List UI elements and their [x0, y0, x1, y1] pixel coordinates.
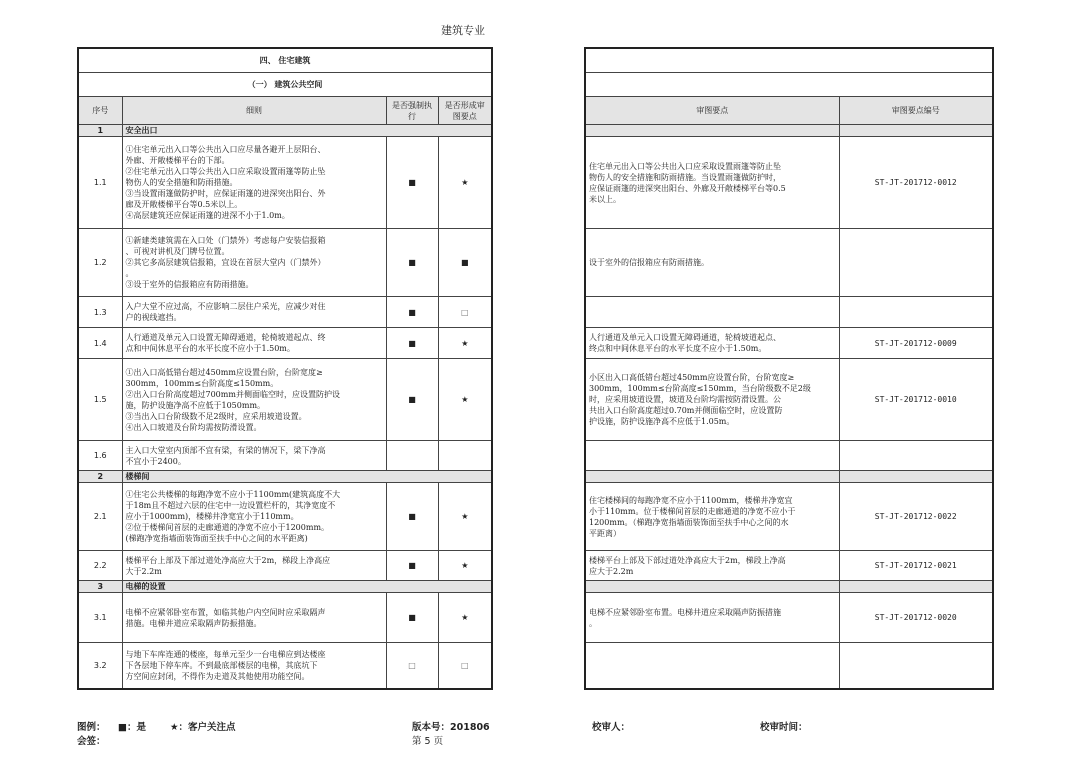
- blank-subtitle-row: [585, 73, 993, 97]
- section-row: [78, 471, 492, 483]
- page-number: 第 5 页: [412, 736, 444, 747]
- rule-text: ①住宅单元出入口等公共出入口应尽量各避开上层阳台、 外廊、开敞楼梯平台的下部。 ②住宅单元出入口等公共出入口应采取设置雨篷等防止坠 物伤人的安全措施和防雨措施。 ③当设置雨篷做防护时，应保证雨篷的进深突出阳台、外 廊及开敞楼梯平台等0.5米以上。 ④高层建筑还应保证雨篷的进深不小于1.0m。: [122, 137, 386, 229]
- review-point-text: 人行通道及单元入口设置无障碍通道，轮椅坡道起点、 终点和中间休息平台的水平长度不应小于1.50m。: [585, 328, 839, 359]
- review-point-code: ST-JT-201712-0021: [839, 551, 993, 581]
- table-row: [78, 441, 492, 471]
- row-no: 3.2: [78, 643, 122, 689]
- rule-text: 楼梯平台上部及下部过道处净高应大于2m，梯段上净高应 大于2.2m: [122, 551, 386, 581]
- blank-title-row: [585, 48, 993, 73]
- review-point-code: ST-JT-201712-0012: [839, 137, 993, 229]
- mandatory-mark: [386, 441, 438, 471]
- column-header-row: [78, 97, 492, 125]
- subsection-title: （一） 建筑公共空间: [78, 73, 492, 97]
- table-row: [585, 483, 993, 551]
- key-point-mark: ★: [438, 137, 492, 229]
- table-row: [585, 551, 993, 581]
- mandatory-mark: ■: [386, 483, 438, 551]
- row-no: 1.3: [78, 297, 122, 328]
- row-no: 1.2: [78, 229, 122, 297]
- mandatory-mark: ■: [386, 137, 438, 229]
- row-no: 1.5: [78, 359, 122, 441]
- section-no: 3: [78, 581, 122, 593]
- mandatory-mark: ■: [386, 593, 438, 643]
- column-header-point: 审图要点: [585, 97, 839, 125]
- review-point-code: [839, 229, 993, 297]
- countersign-label: 会签：: [77, 736, 106, 747]
- rule-text: 主入口大堂室内顶部不宜有梁，有梁的情况下，梁下净高 不宜小于2400。: [122, 441, 386, 471]
- row-no: 1.4: [78, 328, 122, 359]
- section-row: [585, 125, 993, 137]
- rule-text: ①出入口高低错台超过450mm应设置台阶，台阶宽度≥ 300mm，100mm≤台阶高度≤150mm。 ②出入口台阶高度超过700mm并侧面临空时，应设置防护设 施，防护设施净高不应低于1050mm。 ③当出入口台阶级数不足2级时，应采用坡道设置。 ④出入口坡道及台阶均需按防滑设置。: [122, 359, 386, 441]
- review-point-text: 小区出入口高低错台超过450mm应设置台阶，台阶宽度≥ 300mm，100mm≤台阶高度≤150mm，当台阶级数不足2级 时，应采用坡道设置，坡道及台阶均需按防滑设置。公 共出入口台阶高度超过0.70m并侧面临空时，应设置防 护设施，防护设施净高不应低于1.05m。: [585, 359, 839, 441]
- row-no: 3.1: [78, 593, 122, 643]
- rule-text: ①住宅公共楼梯的每跑净宽不应小于1100mm(建筑高度不大 于18m且不超过六层的住宅中一边设置栏杆的，其净宽度不 应小于1000mm)，楼梯井净宽宜小于110mm。 ②位于楼梯间首层的走廊通道的净宽不应小于1200mm。 (梯跑净宽指墙面装饰面至扶手中心之间的水平距离): [122, 483, 386, 551]
- mandatory-mark: ■: [386, 297, 438, 328]
- mandatory-mark: □: [386, 643, 438, 689]
- key-point-mark: ■: [438, 229, 492, 297]
- section-name: 楼梯间: [122, 471, 492, 483]
- key-point-mark: [438, 441, 492, 471]
- review-points-table: [584, 47, 994, 690]
- table-row: [78, 137, 492, 229]
- table-row: [585, 297, 993, 328]
- section-row: [585, 581, 993, 593]
- version-number: 版本号：201806: [412, 722, 490, 733]
- table-row: [585, 441, 993, 471]
- rule-text: 与地下车库连通的楼座，每单元至少一台电梯应到达楼座 下各层地下停车库。不到最底部楼层的电梯，其底坑下 方空间应封闭，不得作为走道及其他使用功能空间。: [122, 643, 386, 689]
- section-row: [585, 471, 993, 483]
- table-row: [78, 229, 492, 297]
- column-header-key-point: 是否形成审图要点: [438, 97, 492, 125]
- key-point-mark: ★: [438, 359, 492, 441]
- review-point-code: ST-JT-201712-0022: [839, 483, 993, 551]
- review-point-code: ST-JT-201712-0020: [839, 593, 993, 643]
- column-header-no: 序号: [78, 97, 122, 125]
- table-row: [78, 328, 492, 359]
- key-point-mark: ★: [438, 328, 492, 359]
- mandatory-mark: ■: [386, 229, 438, 297]
- mandatory-mark: ■: [386, 328, 438, 359]
- review-point-text: 住宅楼梯间的每跑净宽不应小于1100mm，楼梯井净宽宜 小于110mm。位于楼梯间首层的走廊通道的净宽不应小于 1200mm。（梯跑净宽指墙面装饰面至扶手中心之间的水 平距离）: [585, 483, 839, 551]
- section-name: 电梯的设置: [122, 581, 492, 593]
- rules-table: [77, 47, 493, 690]
- section-row: [78, 581, 492, 593]
- table-row: [585, 328, 993, 359]
- column-header-row: [585, 97, 993, 125]
- rule-text: 电梯不应紧邻卧室布置，如临其他户内空间时应采取隔声 措施。电梯井道应采取隔声防振措施。: [122, 593, 386, 643]
- review-point-code: ST-JT-201712-0009: [839, 328, 993, 359]
- table-row: [78, 593, 492, 643]
- review-point-text: 电梯不应紧邻卧室布置。电梯井道应采取隔声防振措施 。: [585, 593, 839, 643]
- table-row: [585, 643, 993, 689]
- table-row: [585, 359, 993, 441]
- row-no: 2.2: [78, 551, 122, 581]
- legend-label: 图例：: [77, 722, 106, 733]
- key-point-mark: □: [438, 297, 492, 328]
- key-point-mark: ★: [438, 593, 492, 643]
- table-row: [78, 359, 492, 441]
- column-header-code: 审图要点编号: [839, 97, 993, 125]
- mandatory-mark: ■: [386, 551, 438, 581]
- section-name: 安全出口: [122, 125, 492, 137]
- discipline-label: 建筑专业: [441, 24, 485, 37]
- row-no: 2.1: [78, 483, 122, 551]
- row-no: 1.6: [78, 441, 122, 471]
- table-row: [78, 297, 492, 328]
- rule-text: 入户大堂不应过高，不应影响二层住户采光，应减少对住 户的视线遮挡。: [122, 297, 386, 328]
- rule-text: ①新建类建筑需在入口处（门禁外）考虑每户安装信报箱 、可视对讲机及门牌号位置。 ②其它多高层建筑信报箱，宜设在首层大堂内（门禁外） 。 ③设于室外的信报箱应有防雨措施。: [122, 229, 386, 297]
- table-row: [585, 137, 993, 229]
- legend-key-point: ★：客户关注点: [170, 722, 236, 733]
- section-no: 2: [78, 471, 122, 483]
- rule-text: 人行通道及单元入口设置无障碍通道，轮椅坡道起点、终 点和中间休息平台的水平长度不应小于1.50m。: [122, 328, 386, 359]
- review-point-text: 住宅单元出入口等公共出入口应采取设置雨篷等防止坠 物伤人的安全措施和防雨措施。当设置雨篷做防护时， 应保证雨篷的进深突出阳台、外廊及开敞楼梯平台等0.5 米以上。: [585, 137, 839, 229]
- key-point-mark: ★: [438, 551, 492, 581]
- table-row: [78, 643, 492, 689]
- section-no: 1: [78, 125, 122, 137]
- row-no: 1.1: [78, 137, 122, 229]
- column-header-rule: 细则: [122, 97, 386, 125]
- reviewer-label: 校审人：: [592, 722, 631, 733]
- legend-mandatory: ■：是: [118, 722, 146, 733]
- table-row: [78, 551, 492, 581]
- key-point-mark: ★: [438, 483, 492, 551]
- mandatory-mark: ■: [386, 359, 438, 441]
- section-title: 四、 住宅建筑: [78, 48, 492, 73]
- column-header-mandatory: 是否强制执行: [386, 97, 438, 125]
- section-row: [78, 125, 492, 137]
- review-time-label: 校审时间：: [760, 722, 808, 733]
- review-point-text: 楼梯平台上部及下部过道处净高应大于2m，梯段上净高 应大于2.2m: [585, 551, 839, 581]
- table-row: [78, 483, 492, 551]
- table-row: [585, 229, 993, 297]
- review-point-text: 设于室外的信报箱应有防雨措施。: [585, 229, 839, 297]
- key-point-mark: □: [438, 643, 492, 689]
- review-point-code: ST-JT-201712-0010: [839, 359, 993, 441]
- table-row: [585, 593, 993, 643]
